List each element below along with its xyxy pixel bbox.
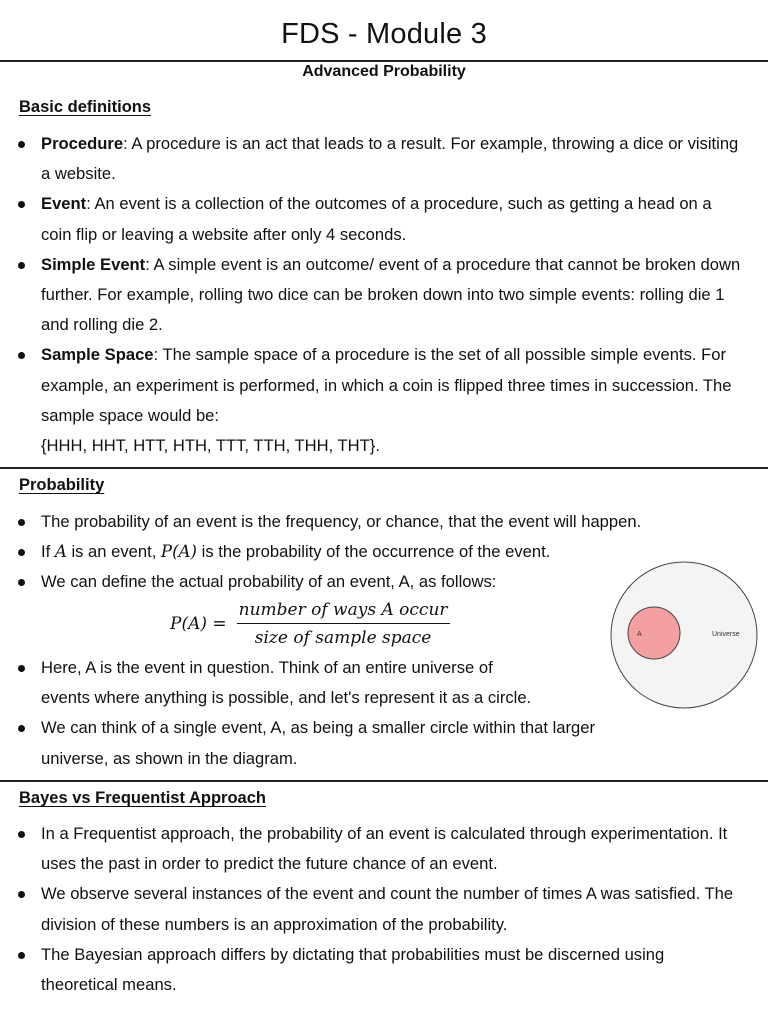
item-text: Here, A is the event in question. Think of an entire universe of (41, 658, 493, 677)
bullet-icon (18, 725, 25, 732)
formula-fraction (237, 600, 450, 648)
page-subtitle: Advanced Probability (302, 63, 466, 80)
probability-formula (170, 598, 450, 650)
event-label: A (637, 631, 642, 638)
section-heading: Probability (19, 476, 105, 494)
term-label: Procedure (41, 134, 124, 153)
list-item (0, 340, 768, 461)
section-divider (0, 780, 768, 782)
bullet-icon (18, 579, 25, 586)
list-item (0, 129, 768, 189)
definition-text: : A simple event is an outcome/ event of a procedure that cannot be broken down further. For example, rolling two dice can be broken down into two simple events: rolling die 1 and rolling die 2. (41, 254, 741, 335)
item-text: We can define the actual probability of an event, A, as follows: (41, 572, 497, 592)
definition-text: : A procedure is an act that leads to a result. For example, throwing a dice or visiting a website. (41, 134, 739, 184)
item-text: is the probability of the occurrence of the event. (197, 542, 551, 562)
bullet-icon (18, 262, 25, 269)
bayes-list (0, 819, 768, 1000)
item-text: The Bayesian approach differs by dictating that probabilities must be discerned using theoretical means. (41, 944, 665, 995)
bullet-icon (18, 831, 25, 838)
venn-diagram (608, 561, 760, 709)
bullet-icon (18, 201, 25, 208)
item-text: is an event, (66, 542, 161, 562)
section-heading: Basic definitions (19, 98, 152, 116)
formula-denominator: size of sample space (254, 628, 432, 648)
event-circle (628, 607, 680, 659)
math-symbol: P(A) (160, 542, 198, 562)
term-label: Simple Event (41, 254, 146, 274)
item-text: We can think of a single event, A, as being a smaller circle within that larger (41, 718, 596, 738)
item-text: In a Frequentist approach, the probability of an event is calculated through experimentation. It uses the past in order to predict the future chance of an event. (41, 824, 728, 874)
list-item (0, 189, 768, 249)
section-heading: Bayes vs Frequentist Approach (19, 789, 266, 807)
list-item (0, 940, 768, 1000)
term-label: Sample Space (41, 345, 154, 365)
list-item (0, 713, 768, 773)
item-text: If (41, 542, 55, 562)
list-item (0, 507, 768, 537)
term-label: Event (41, 194, 87, 214)
sample-space-set: {HHH, HHT, HTT, HTH, TTT, TTH, THH, THT}. (41, 436, 380, 456)
list-item (0, 250, 768, 341)
basic-definitions-list (0, 129, 768, 461)
formula-lhs: P(A) = (170, 614, 227, 634)
bullet-icon (18, 952, 25, 959)
math-symbol: A (54, 542, 67, 562)
item-text: universe, as shown in the diagram. (41, 748, 298, 768)
definition-text: : An event is a collection of the outcomes of a procedure, such as getting a head on a coin flip or leaving a website after only 4 seconds. (41, 194, 712, 244)
list-item (0, 879, 768, 939)
bullet-icon (18, 549, 25, 556)
bullet-icon (18, 352, 25, 359)
section-divider (0, 467, 768, 469)
bullet-icon (18, 519, 25, 526)
universe-label: Universe (712, 631, 740, 638)
header-divider (0, 60, 768, 62)
item-text: We observe several instances of the event and count the number of times A was satisfied. The division of these numbers is an approximation of the probability. (41, 884, 734, 934)
list-item (0, 819, 768, 879)
item-text: The probability of an event is the frequency, or chance, that the event will happen. (41, 512, 642, 531)
item-text: events where anything is possible, and let's represent it as a circle. (41, 688, 532, 708)
bullet-icon (18, 891, 25, 898)
bullet-icon (18, 141, 25, 148)
formula-numerator: number of ways A occur (237, 600, 450, 624)
page-title: FDS - Module 3 (281, 18, 487, 50)
bullet-icon (18, 665, 25, 672)
definition-text: : The sample space of a procedure is the set of all possible simple events. For example, an experiment is performed, in which a coin is flipped three times in succession. The sample space would be: (41, 345, 732, 425)
